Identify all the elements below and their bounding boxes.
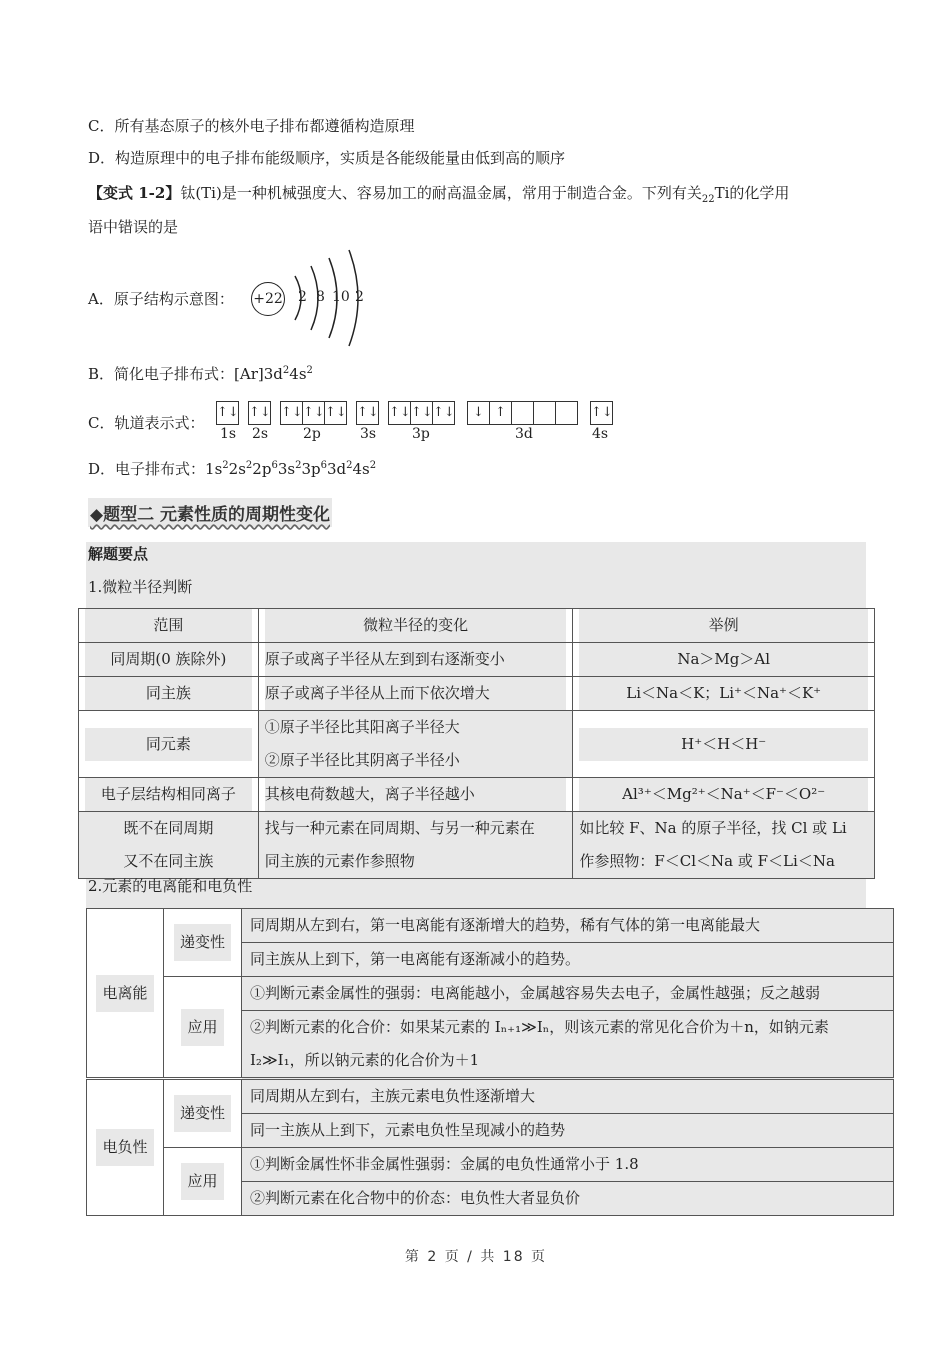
orbital-label: 3s xyxy=(360,426,377,442)
orbital-label: 3p xyxy=(412,426,430,442)
option-c-prev: C．所有基态原子的核外电子排布都遵循构造原理 xyxy=(88,117,415,135)
option-a-label: A．原子结构示意图： xyxy=(88,290,234,308)
table-row: 同一主族从上到下，元素电负性呈现减小的趋势 xyxy=(87,1114,894,1148)
option-d-prev: D．构造原理中的电子排布能级顺序，实质是各能级能量由低到高的顺序 xyxy=(88,149,566,167)
variant-tag: 【变式 1-2】 xyxy=(88,184,181,202)
option-d: D．电子排布式：$1s^22s^22p^63s^23p^63d^24s^2$ xyxy=(88,460,377,478)
table-row: 同主族从上到下，第一电离能有逐渐减小的趋势。 xyxy=(87,943,894,977)
orbital-4s: ↑↓ xyxy=(590,401,613,425)
orbital-label: 4s xyxy=(592,426,609,442)
orbital-1s: ↑↓ xyxy=(216,401,239,425)
orbital-3s: ↑↓ xyxy=(356,401,379,425)
shell-3-count: 10 xyxy=(332,289,350,305)
shell-2-count: 8 xyxy=(316,289,325,305)
option-b: B．简化电子排布式：$[Ar]3d^24s^2$ xyxy=(88,365,313,383)
table-row: ②判断元素在化合物中的价态：电负性大者显负价 xyxy=(87,1182,894,1216)
nucleus-circle: +22 xyxy=(251,282,285,316)
page-footer: 第 2 页 / 共 18 页 xyxy=(404,1249,548,1265)
table-row: 电离能 递变性 同周期从左到右，第一电离能有逐渐增大的趋势，稀有气体的第一电离能最大 xyxy=(87,909,894,943)
key-points-band xyxy=(86,542,866,608)
table-row: ②判断元素的化合价：如果某元素的 Iₙ₊₁≫Iₙ，则该元素的常见化合价为＋n，如钠元素 xyxy=(87,1011,894,1045)
shell-4-count: 2 xyxy=(355,289,364,305)
table-row: 同主族 原子或离子半径从上而下依次增大 Li＜Na＜K；Li⁺＜Na⁺＜K⁺ xyxy=(79,677,875,711)
option-c-label: C．轨道表示式： xyxy=(88,414,205,432)
orbital-label: 2p xyxy=(303,426,321,442)
table-row: 电负性 递变性 同周期从左到右，主族元素电负性逐渐增大 xyxy=(87,1079,894,1114)
orbital-2p: ↑↓ ↑↓ ↑↓ xyxy=(280,401,347,425)
orbital-label: 2s xyxy=(252,426,269,442)
radius-table xyxy=(78,608,875,879)
section-heading: ◆题型二 元素性质的周期性变化 xyxy=(88,498,332,527)
sub-heading-energy: 2.元素的电离能和电负性 xyxy=(88,877,253,895)
table-row: 应用 ①判断元素金属性的强弱：电离能越小，金属越容易失去电子，金属性越强；反之越弱 xyxy=(87,977,894,1011)
shell-1-count: 2 xyxy=(298,289,307,305)
orbital-label: 1s xyxy=(220,426,237,442)
table-row: 同元素 ①原子半径比其阳离子半径大 ②原子半径比其阴离子半径小 H⁺＜H＜H⁻ xyxy=(79,711,875,778)
table-row: 既不在同周期 又不在同主族 找与一种元素在同周期、与另一种元素在 同主族的元素作参照物 如比较 F、Na 的原子半径，找 Cl 或 Li 作参照物：F＜Cl＜Na 或 F＜Li＜Na xyxy=(79,812,875,879)
sub-heading-radius: 1.微粒半径判断 xyxy=(88,578,193,596)
key-points-label: 解题要点 xyxy=(88,545,149,563)
table-header-row: 范围 微粒半径的变化 举例 xyxy=(79,609,875,643)
table-row: 同周期(0 族除外) 原子或离子半径从左到到右逐渐变小 Na＞Mg＞Al xyxy=(79,643,875,677)
orbital-3d: ↓ ↑ xyxy=(467,401,578,425)
variant-stem-line2: 语中错误的是 xyxy=(88,218,179,236)
table-row: I₂≫I₁，所以钠元素的化合价为＋1 xyxy=(87,1044,894,1079)
table-row: 电子层结构相同离子 其核电荷数越大，离子半径越小 Al³⁺＜Mg²⁺＜Na⁺＜F⁻＜O²⁻ xyxy=(79,778,875,812)
table-row: 应用 ①判断金属性怀非金属性强弱：金属的电负性通常小于 1.8 xyxy=(87,1148,894,1182)
energy-table xyxy=(86,908,894,1216)
variant-stem: 【变式 1-2】钛(Ti)是一种机械强度大、容易加工的耐高温金属，常用于制造合金。下列有关$_{22}$Ti的化学用 xyxy=(88,184,790,205)
orbital-label: 3d xyxy=(515,426,533,442)
orbital-3p: ↑↓ ↑↓ ↑↓ xyxy=(388,401,455,425)
orbital-2s: ↑↓ xyxy=(248,401,271,425)
